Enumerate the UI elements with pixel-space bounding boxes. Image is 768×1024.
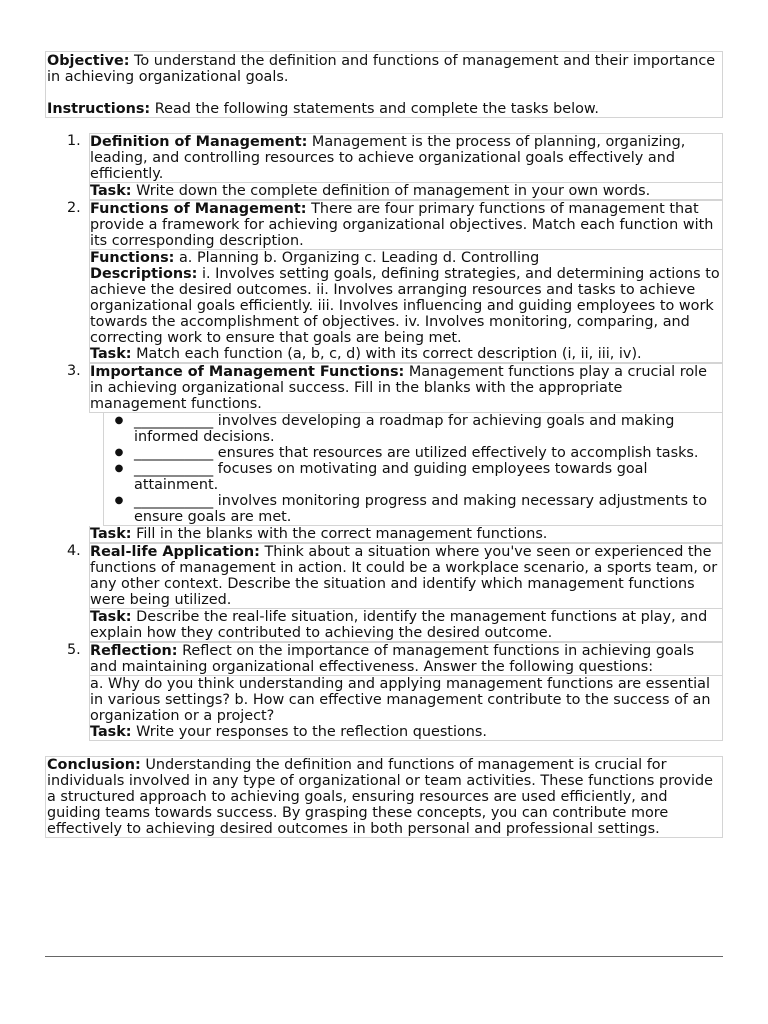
item-heading: Definition of Management:	[90, 134, 308, 150]
functions-row	[90, 250, 722, 266]
bullet-icon: ●	[114, 495, 124, 506]
item-heading: Importance of Management Functions:	[90, 364, 405, 380]
objective-text: To understand the definition and functions of management and their importance in achieving organizational goals.	[47, 53, 716, 85]
descriptions-label: Descriptions:	[90, 266, 198, 282]
conclusion-text: Understanding the definition and functions of management is crucial for individuals involved in any type of organizational or team activities. These functions provide a structured approach to achieving goals, ensuring resources are used efficiently, and guiding teams towards success. By grasping these concepts, you can contribute more effectively to achieving desired outcomes in both personal and professional settings.	[47, 757, 714, 837]
list-item	[104, 445, 722, 461]
descriptions-row	[90, 266, 722, 346]
task-list	[63, 133, 723, 741]
spacer	[47, 85, 721, 101]
task-text: Write down the complete definition of management in your own words.	[131, 183, 651, 199]
item-statement	[89, 200, 723, 250]
bullet-icon: ●	[114, 463, 124, 474]
task-text: Write your responses to the reflection questions.	[131, 724, 487, 740]
item-text: There are four primary functions of management that provide a framework for achieving organizational objectives. Match each function with its corresponding description.	[90, 201, 714, 249]
list-item	[104, 493, 722, 525]
list-item-functions	[63, 200, 723, 250]
descriptions-text: i. Involves setting goals, defining strategies, and determining actions to achieve the desired outcomes. ii. Involves arranging resources and tasks to achieve organizational goals efficiently. iii. Involves influencing and guiding employees to work towards the accomplishment of objectives. iv. Involves monitoring, comparing, and correcting work to ensure that goals are being met.	[90, 266, 720, 346]
item-text: Think about a situation where you've seen or experienced the functions of management in action. It could be a workplace scenario, a sports team, or any other context. Describe the situation and identify which management functions were being utilized.	[90, 544, 718, 608]
footer-divider	[45, 956, 723, 957]
item-number: 1.	[67, 133, 81, 149]
task-label: Task:	[90, 346, 132, 362]
conclusion-label: Conclusion:	[47, 757, 141, 773]
list-item	[104, 413, 722, 445]
task-label: Task:	[90, 724, 132, 740]
task-row	[89, 183, 723, 200]
blank-statement: ___________ focuses on motivating and guiding employees towards goal attainment.	[134, 461, 648, 493]
item-text: Management functions play a crucial role in achieving organizational success. Fill in the blanks with the appropriate management functions.	[90, 364, 708, 412]
worksheet	[45, 51, 723, 838]
item-heading: Real-life Application:	[90, 544, 260, 560]
item-text: Reflect on the importance of management functions in achieving goals and maintaining organizational effectiveness. Answer the following questions:	[90, 643, 695, 675]
instructions-paragraph	[47, 101, 721, 117]
item-heading: Reflection:	[90, 643, 178, 659]
instructions-label: Instructions:	[47, 101, 151, 117]
blank-list	[103, 413, 723, 526]
item-number: 4.	[67, 543, 81, 559]
questions-block	[89, 676, 723, 741]
item-statement	[89, 642, 723, 676]
item-number: 5.	[67, 642, 81, 658]
item-text: Management is the process of planning, organizing, leading, and controlling resources to achieve organizational goals effectively and efficiently.	[90, 134, 686, 182]
list-item-reflection	[63, 642, 723, 676]
task-text: Fill in the blanks with the correct management functions.	[131, 526, 548, 542]
conclusion-box	[45, 756, 723, 838]
task-row	[89, 609, 723, 642]
intro-box	[45, 51, 723, 118]
bullet-icon: ●	[114, 415, 124, 426]
instructions-text: Read the following statements and complete the tasks below.	[150, 101, 599, 117]
item-number: 2.	[67, 200, 81, 216]
task-row	[89, 526, 723, 543]
blank-statement: ___________ involves developing a roadmap for achieving goals and making informed decisions.	[134, 413, 675, 445]
task-text: Match each function (a, b, c, d) with its correct description (i, ii, iii, iv).	[131, 346, 642, 362]
task-row	[90, 346, 722, 362]
task-text: Describe the real-life situation, identify the management functions at play, and explain how they contributed to achieving the desired outcome.	[90, 609, 708, 641]
bullet-icon: ●	[114, 447, 124, 458]
task-label: Task:	[90, 526, 132, 542]
list-item-real-life	[63, 543, 723, 609]
item-statement	[89, 363, 723, 413]
item-heading: Functions of Management:	[90, 201, 307, 217]
item-statement	[89, 133, 723, 183]
blank-statement: ___________ involves monitoring progress and making necessary adjustments to ensure goals are met.	[134, 493, 708, 525]
task-row	[90, 724, 722, 740]
list-item-importance	[63, 363, 723, 413]
task-label: Task:	[90, 183, 132, 199]
blank-statement: ___________ ensures that resources are utilized effectively to accomplish tasks.	[134, 445, 699, 461]
list-item-definition	[63, 133, 723, 183]
functions-label: Functions:	[90, 250, 175, 266]
item-statement	[89, 543, 723, 609]
objective-paragraph	[47, 53, 721, 85]
list-item	[104, 461, 722, 493]
objective-label: Objective:	[47, 53, 130, 69]
task-label: Task:	[90, 609, 132, 625]
item-number: 3.	[67, 363, 81, 379]
functions-text: a. Planning b. Organizing c. Leading d. Controlling	[174, 250, 540, 266]
questions-text: a. Why do you think understanding and applying management functions are essential in various settings? b. How can effective management contribute to the success of an organization or a project?	[90, 676, 711, 724]
functions-block	[89, 250, 723, 363]
